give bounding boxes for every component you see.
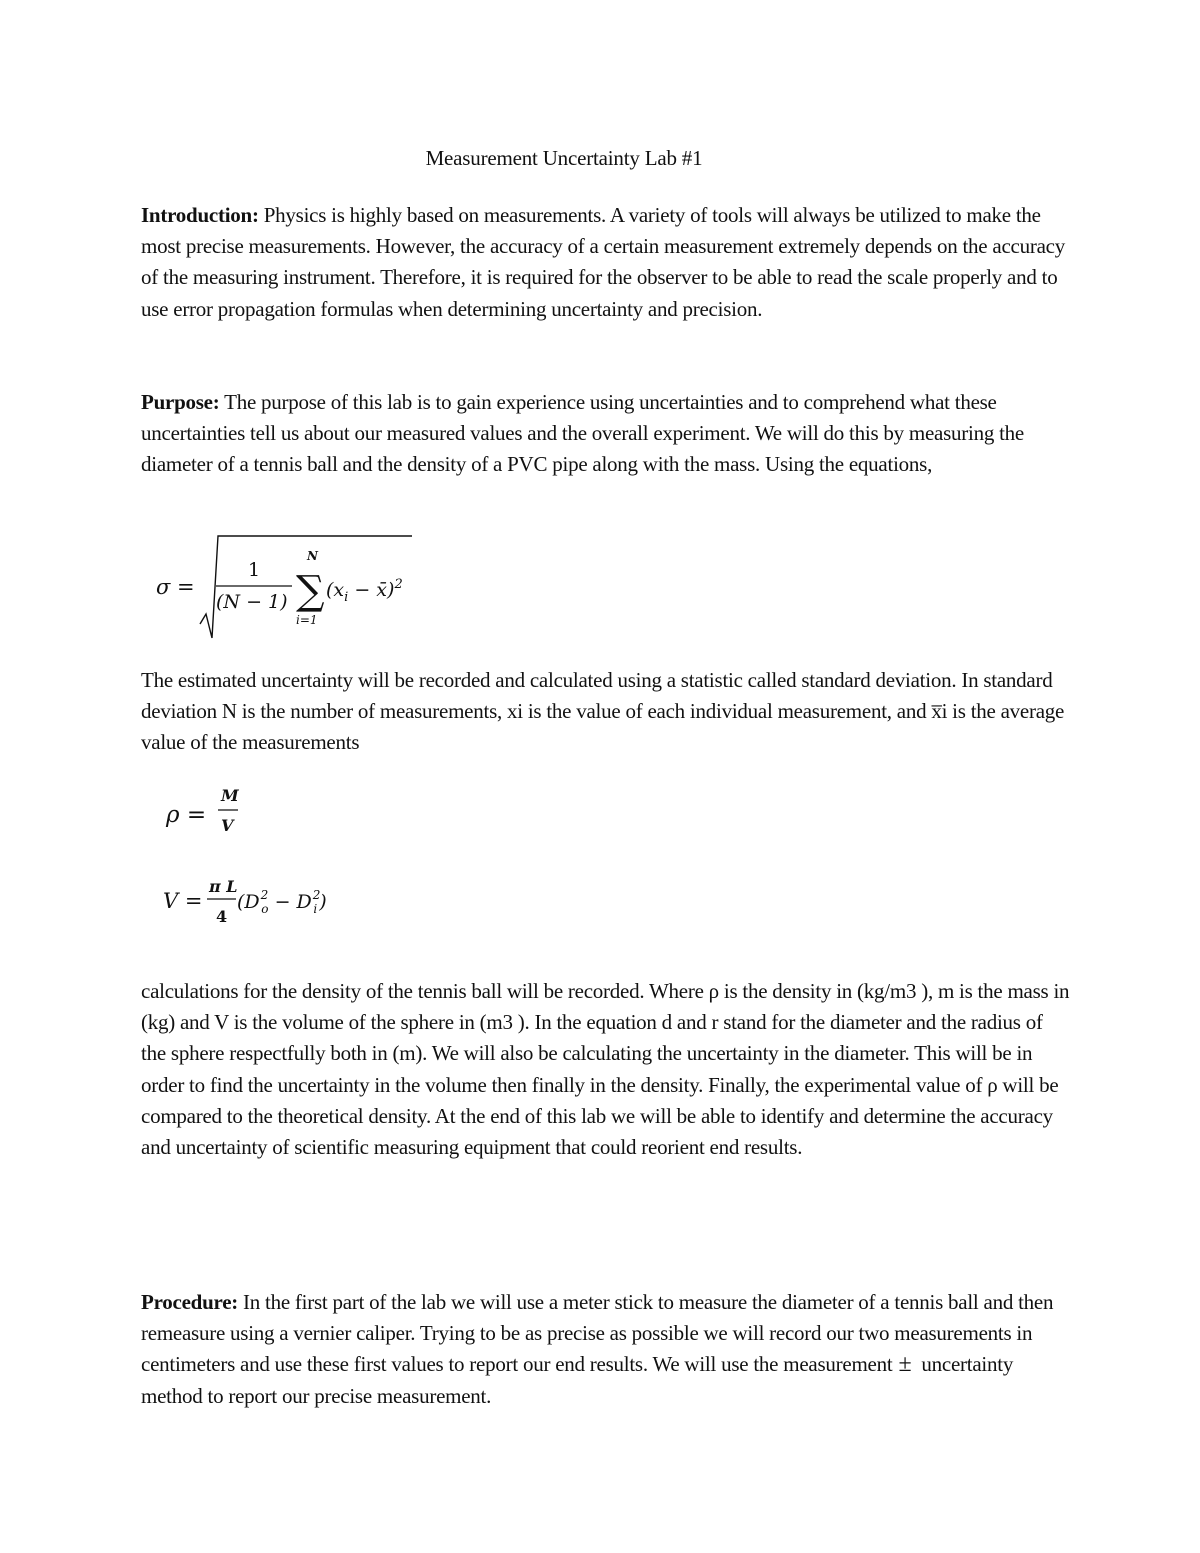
std-dev-numerator: 1 <box>248 559 261 581</box>
procedure-text: In the first part of the lab we will use a meter stick to measure the diameter of a tennis ball and then remeasure using a vernier caliper. Trying to be as precise as possible we will record our two measurements in centimeters and use these first values to report our end results. We will use the measurement <box>141 1290 1054 1377</box>
volume-term: ($D^2$ $o - D^2$ i ) <box>237 888 327 916</box>
sum-upper-limit: N <box>307 549 318 563</box>
purpose-paragraph <box>141 387 1071 481</box>
density-explanation: calculations for the density of the tennis ball will be recorded. Where ρ is the density in (kg/m3 ), m is the mass in (kg) and V is the volume of the sphere in (m3 ). In the equation d and r stand for the diameter and the radius of the sphere respectfully both in (m). We will also be calculating the uncertainty in the diameter. This will be in order to find the uncertainty in the volume then finally in the density. Finally, the experimental value of ρ will be compared to the theoretical density. At the end of this lab we will be able to identify and determine the accuracy and uncertainty of scientific measuring equipment that could reorient end results. <box>141 979 1070 1160</box>
std-dev-lhs: σ = <box>156 575 195 599</box>
density-lhs: ρ = <box>166 802 207 828</box>
std-dev-explanation: The estimated uncertainty will be recorded and calculated using a statistic called standard deviation. In standard deviation N is the number of measurements, xi is the value of each individual measurement, and x̅i is the average value of the measurements <box>141 668 1065 755</box>
procedure-heading: Procedure: <box>141 1290 239 1314</box>
purpose-heading: Purpose: <box>141 390 220 414</box>
density-equation <box>160 782 270 842</box>
introduction-paragraph <box>141 200 1071 325</box>
introduction-text: Physics is highly based on measurements. A variety of tools will always be utilized to make the most precise measurements. However, the accuracy of a certain measurement extremely depends on the accuracy of the measuring instrument. Therefore, it is required for the observer to be able to read the scale properly and to use error propagation formulas when determining uncertainty and precision. <box>141 203 1065 321</box>
procedure-paragraph <box>141 1287 1071 1412</box>
page-title: Measurement Uncertainty Lab #1 <box>425 146 703 170</box>
std-dev-denominator: (N − 1) <box>216 591 288 613</box>
volume-lhs: V = <box>163 889 203 913</box>
volume-denominator: 4 <box>216 907 228 926</box>
density-numerator: M <box>221 786 239 805</box>
std-dev-term: ($x_i$ − x̄)$^2$ <box>326 577 403 605</box>
purpose-text: The purpose of this lab is to gain experience using uncertainties and to comprehend what these uncertainties tell us about our measured values and the overall experiment. We will do this by measuring the diameter of a tennis ball and the density of a PVC pipe along with the mass. Using the equations, <box>141 390 1025 477</box>
std-dev-equation <box>150 528 430 640</box>
procedure-text-after: uncertainty method to report our precise measurement. <box>141 1352 1014 1408</box>
volume-numerator: π L <box>209 877 238 896</box>
sum-lower-limit: i=1 <box>296 613 318 627</box>
introduction-heading: Introduction: <box>141 203 259 227</box>
density-denominator: V <box>221 816 234 835</box>
summation-sign: ∑ <box>296 568 325 614</box>
volume-equation <box>158 872 368 934</box>
plus-minus-symbol: ± <box>898 1351 912 1378</box>
